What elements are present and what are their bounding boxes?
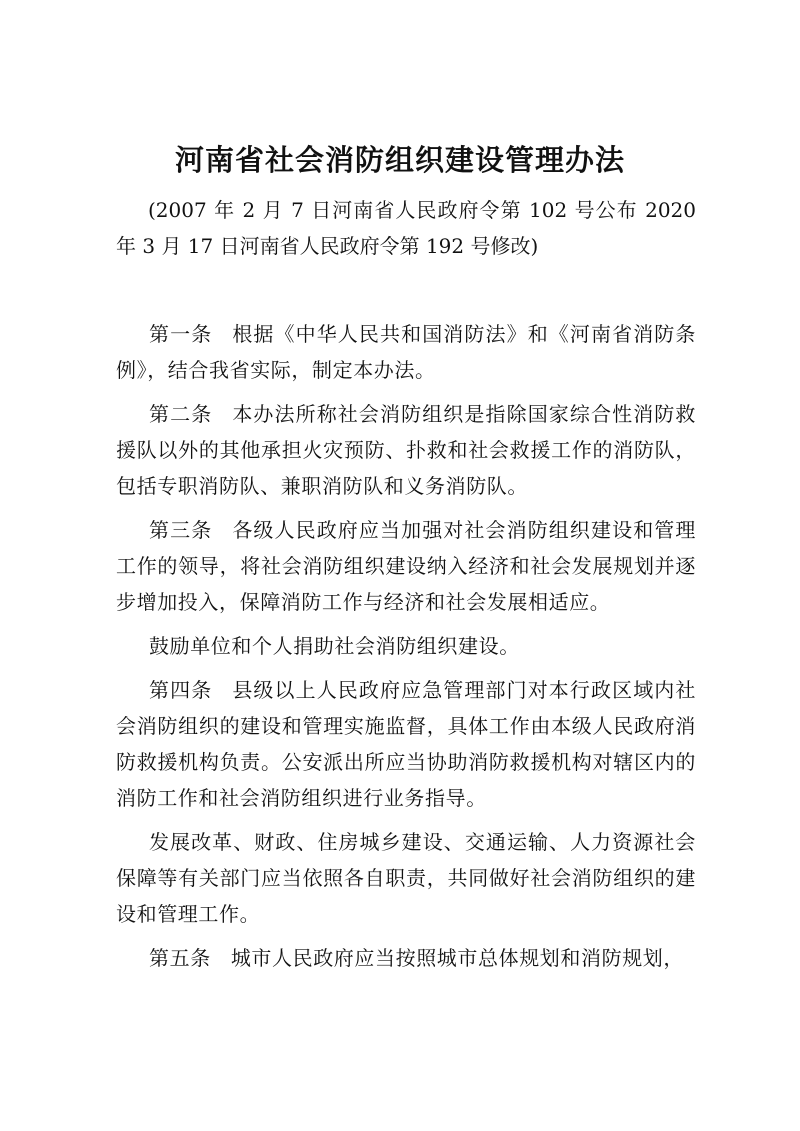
paragraph: [116, 512, 696, 620]
article-number: 第二条: [149, 402, 213, 426]
document-body: [116, 316, 696, 984]
paragraph-text: 根据《中华人民共和国消防法》和《河南省消防条例》，结合我省实际，制定本办法。: [116, 322, 696, 382]
article-number: 第五条: [149, 946, 211, 970]
document-subtitle: (2007 年 2 月 7 日河南省人民政府令第 102 号公布 2020 年 3 月 17 日河南省人民政府令第 192 号修改): [116, 198, 696, 258]
article-number: 第四条: [149, 678, 213, 702]
article-number: 第三条: [149, 518, 213, 542]
document-title: 河南省社会消防组织建设管理办法: [174, 143, 625, 177]
paragraph-text: 鼓励单位和个人捐助社会消防组织建设。: [149, 634, 520, 658]
paragraph: [116, 396, 696, 504]
article-number: 第一条: [149, 322, 213, 346]
paragraph: [116, 940, 696, 976]
paragraph-text: 各级人民政府应当加强对社会消防组织建设和管理工作的领导，将社会消防组织建设纳入经济和社会发展规划并逐步增加投入，保障消防工作与经济和社会发展相适应。: [116, 518, 696, 614]
paragraph-text: 城市人民政府应当按照城市总体规划和消防规划，: [230, 946, 685, 970]
paragraph: [116, 628, 696, 664]
paragraph-text: 发展改革、财政、住房城乡建设、交通运输、人力资源社会保障等有关部门应当依照各自职责，共同做好社会消防组织的建设和管理工作。: [116, 830, 696, 926]
paragraph: [116, 316, 696, 388]
paragraph-text: 县级以上人民政府应急管理部门对本行政区域内社会消防组织的建设和管理实施监督，具体工作由本级人民政府消防救援机构负责。公安派出所应当协助消防救援机构对辖区内的消防工作和社会消防组织进行业务指导。: [116, 678, 696, 810]
paragraph-text: 本办法所称社会消防组织是指除国家综合性消防救援队以外的其他承担火灾预防、扑救和社会救援工作的消防队，包括专职消防队、兼职消防队和义务消防队。: [116, 402, 696, 498]
paragraph: [116, 672, 696, 816]
paragraph: [116, 824, 696, 932]
